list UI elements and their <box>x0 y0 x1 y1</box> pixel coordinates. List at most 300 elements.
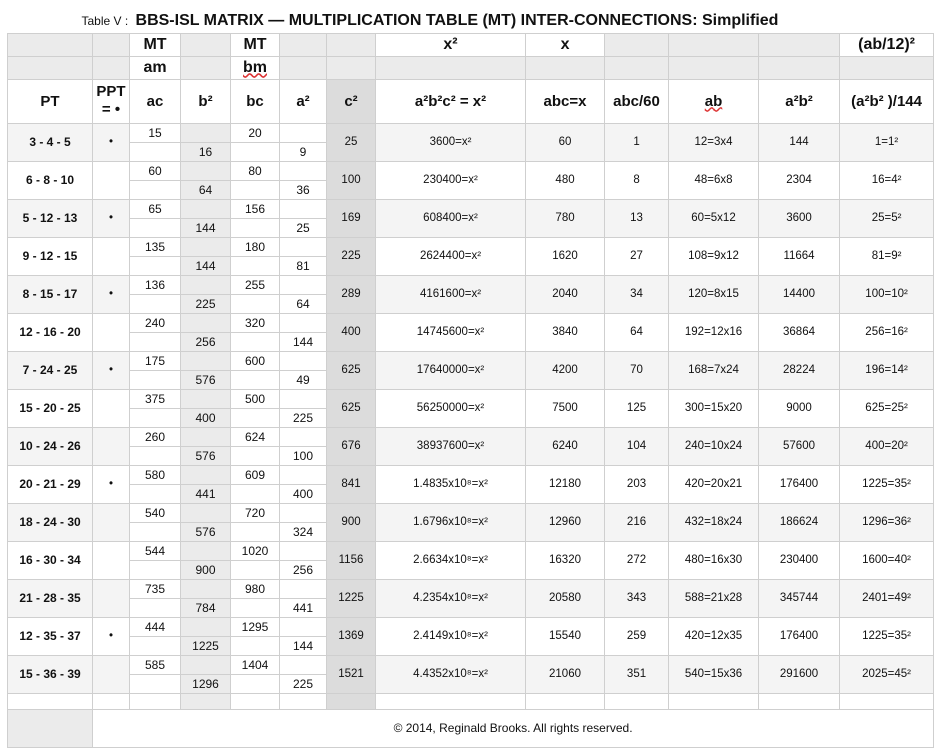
c2-cell: 225 <box>327 237 376 275</box>
pt-cell: 6 - 8 - 10 <box>8 161 93 199</box>
h2-empty <box>8 56 93 79</box>
x2-cell: 1.6796x10⁸=x² <box>376 503 526 541</box>
x2-cell: 14745600=x² <box>376 313 526 351</box>
ppt-cell <box>93 655 130 693</box>
ac-blank <box>130 332 181 351</box>
a2-blank <box>280 199 327 218</box>
pt-cell: 12 - 35 - 37 <box>8 617 93 655</box>
a2b2-cell: 345744 <box>759 579 840 617</box>
b2-blank <box>181 351 231 370</box>
ppt-cell <box>93 503 130 541</box>
ab-cell: 300=15x20 <box>669 389 759 427</box>
c2-cell: 625 <box>327 389 376 427</box>
a2-cell: 225 <box>280 674 327 693</box>
table-title: BBS-ISL MATRIX — MULTIPLICATION TABLE (MT) INTER-CONNECTIONS: Simplified <box>135 12 779 30</box>
ab-cell: 432=18x24 <box>669 503 759 541</box>
bc-blank <box>231 408 280 427</box>
table-row <box>8 275 934 294</box>
a2b2-cell: 36864 <box>759 313 840 351</box>
ab-cell: 12=3x4 <box>669 123 759 161</box>
b2-blank <box>181 427 231 446</box>
x2-cell: 17640000=x² <box>376 351 526 389</box>
b2-blank <box>181 275 231 294</box>
bc-cell: 720 <box>231 503 280 522</box>
ratio144-cell: 400=20² <box>840 427 934 465</box>
ppt-cell <box>93 427 130 465</box>
h1-empty <box>759 33 840 56</box>
c2-cell: 1225 <box>327 579 376 617</box>
abc60-cell: 13 <box>605 199 669 237</box>
a2-cell: 49 <box>280 370 327 389</box>
b2-cell: 144 <box>181 218 231 237</box>
h1-empty <box>181 33 231 56</box>
a2-blank <box>280 351 327 370</box>
x2-cell: 2.6634x10⁸=x² <box>376 541 526 579</box>
abc60-cell: 64 <box>605 313 669 351</box>
footer-left-cell <box>8 709 93 747</box>
table-row <box>8 465 934 484</box>
abc60-cell: 125 <box>605 389 669 427</box>
bc-cell: 624 <box>231 427 280 446</box>
bc-cell: 1020 <box>231 541 280 560</box>
a2-cell: 9 <box>280 142 327 161</box>
pt-cell: 15 - 36 - 39 <box>8 655 93 693</box>
b2-blank <box>181 123 231 142</box>
a2-cell: 144 <box>280 636 327 655</box>
c2-cell: 625 <box>327 351 376 389</box>
b2-blank <box>181 655 231 674</box>
ppt-cell <box>93 579 130 617</box>
ppt-cell: • <box>93 123 130 161</box>
bc-blank <box>231 522 280 541</box>
a2-blank <box>280 389 327 408</box>
ac-blank <box>130 294 181 313</box>
a2b2-cell: 186624 <box>759 503 840 541</box>
a2-cell: 144 <box>280 332 327 351</box>
ratio144-cell: 625=25² <box>840 389 934 427</box>
a2-blank <box>280 541 327 560</box>
c2-cell: 289 <box>327 275 376 313</box>
a2b2-cell: 28224 <box>759 351 840 389</box>
x2-cell: 4.4352x10⁸=x² <box>376 655 526 693</box>
table-row <box>8 503 934 522</box>
a2-cell: 25 <box>280 218 327 237</box>
col-header-a2b2: a²b² <box>759 79 840 123</box>
ratio144-cell: 2025=45² <box>840 655 934 693</box>
b2-cell: 144 <box>181 256 231 275</box>
a2-blank <box>280 503 327 522</box>
x2-cell: 1.4835x10⁸=x² <box>376 465 526 503</box>
a2b2-cell: 291600 <box>759 655 840 693</box>
bc-cell: 980 <box>231 579 280 598</box>
c2-cell: 1156 <box>327 541 376 579</box>
spacer-cell <box>327 693 376 709</box>
col-header-abc: abc=x <box>526 79 605 123</box>
a2-blank <box>280 579 327 598</box>
abc-cell: 1620 <box>526 237 605 275</box>
col-header-ab: ab <box>669 79 759 123</box>
a2b2-cell: 2304 <box>759 161 840 199</box>
title-row <box>8 10 934 33</box>
abc60-cell: 27 <box>605 237 669 275</box>
h2-empty <box>93 56 130 79</box>
ac-cell: 544 <box>130 541 181 560</box>
bc-cell: 320 <box>231 313 280 332</box>
bc-blank <box>231 674 280 693</box>
a2b2-cell: 9000 <box>759 389 840 427</box>
x2-cell: 3600=x² <box>376 123 526 161</box>
bc-blank <box>231 484 280 503</box>
ppt-cell <box>93 237 130 275</box>
header-row-2 <box>8 56 934 79</box>
ab-cell: 120=8x15 <box>669 275 759 313</box>
ratio144-cell: 1225=35² <box>840 617 934 655</box>
ppt-cell <box>93 313 130 351</box>
b2-blank <box>181 389 231 408</box>
a2b2-cell: 176400 <box>759 465 840 503</box>
a2-cell: 400 <box>280 484 327 503</box>
b2-cell: 1225 <box>181 636 231 655</box>
a2b2-cell: 11664 <box>759 237 840 275</box>
ac-cell: 444 <box>130 617 181 636</box>
table-label: Table V : <box>81 14 129 29</box>
col-header-a2: a² <box>280 79 327 123</box>
h2-empty <box>327 56 376 79</box>
abc-cell: 15540 <box>526 617 605 655</box>
ppt-cell <box>93 161 130 199</box>
h1-empty <box>280 33 327 56</box>
bc-cell: 1295 <box>231 617 280 636</box>
column-header-row <box>8 79 934 123</box>
b2-cell: 784 <box>181 598 231 617</box>
ab-cell: 108=9x12 <box>669 237 759 275</box>
c2-cell: 1521 <box>327 655 376 693</box>
ac-cell: 240 <box>130 313 181 332</box>
ab-cell: 480=16x30 <box>669 541 759 579</box>
abc-cell: 20580 <box>526 579 605 617</box>
pt-cell: 12 - 16 - 20 <box>8 313 93 351</box>
ratio144-cell: 16=4² <box>840 161 934 199</box>
am-header: am <box>130 56 181 79</box>
ac-cell: 580 <box>130 465 181 484</box>
ppt-cell: • <box>93 199 130 237</box>
h2-empty <box>605 56 669 79</box>
b2-cell: 576 <box>181 370 231 389</box>
spacer-cell <box>93 693 130 709</box>
ab-cell: 240=10x24 <box>669 427 759 465</box>
a2-blank <box>280 313 327 332</box>
a2b2-cell: 230400 <box>759 541 840 579</box>
bc-cell: 609 <box>231 465 280 484</box>
b2-cell: 256 <box>181 332 231 351</box>
abc60-cell: 343 <box>605 579 669 617</box>
ac-blank <box>130 218 181 237</box>
b2-blank <box>181 237 231 256</box>
b2-blank <box>181 617 231 636</box>
abc60-cell: 70 <box>605 351 669 389</box>
ab-cell: 168=7x24 <box>669 351 759 389</box>
pt-cell: 3 - 4 - 5 <box>8 123 93 161</box>
a2-blank <box>280 655 327 674</box>
h1-empty <box>327 33 376 56</box>
ac-blank <box>130 180 181 199</box>
mt-a-header: MT <box>130 33 181 56</box>
table-row <box>8 237 934 256</box>
x2-cell: 230400=x² <box>376 161 526 199</box>
col-header-bc: bc <box>231 79 280 123</box>
pt-cell: 15 - 20 - 25 <box>8 389 93 427</box>
matrix-table <box>7 10 934 748</box>
b2-cell: 900 <box>181 560 231 579</box>
abc-cell: 60 <box>526 123 605 161</box>
bc-blank <box>231 370 280 389</box>
abc-cell: 21060 <box>526 655 605 693</box>
ac-blank <box>130 522 181 541</box>
abc-cell: 780 <box>526 199 605 237</box>
c2-cell: 25 <box>327 123 376 161</box>
ac-blank <box>130 598 181 617</box>
ac-blank <box>130 484 181 503</box>
bc-blank <box>231 256 280 275</box>
c2-cell: 676 <box>327 427 376 465</box>
h1-empty <box>669 33 759 56</box>
a2-blank <box>280 617 327 636</box>
a2b2-cell: 14400 <box>759 275 840 313</box>
a2-cell: 36 <box>280 180 327 199</box>
abc60-cell: 1 <box>605 123 669 161</box>
abc-cell: 3840 <box>526 313 605 351</box>
ratio144-cell: 1225=35² <box>840 465 934 503</box>
c2-cell: 841 <box>327 465 376 503</box>
spacer-cell <box>181 693 231 709</box>
x-header: x <box>526 33 605 56</box>
abc-cell: 7500 <box>526 389 605 427</box>
ratio144-cell: 1=1² <box>840 123 934 161</box>
abc-cell: 6240 <box>526 427 605 465</box>
table-row <box>8 161 934 180</box>
spacer-cell <box>526 693 605 709</box>
x2-cell: 4161600=x² <box>376 275 526 313</box>
ab12-header: (ab/12)² <box>840 33 934 56</box>
col-header-b2: b² <box>181 79 231 123</box>
a2b2-cell: 3600 <box>759 199 840 237</box>
ac-cell: 375 <box>130 389 181 408</box>
b2-cell: 400 <box>181 408 231 427</box>
abc60-cell: 8 <box>605 161 669 199</box>
b2-blank <box>181 541 231 560</box>
a2-cell: 81 <box>280 256 327 275</box>
abc-cell: 480 <box>526 161 605 199</box>
abc-cell: 12960 <box>526 503 605 541</box>
ratio144-cell: 25=5² <box>840 199 934 237</box>
col-header-144: (a²b² )/144 <box>840 79 934 123</box>
ac-blank <box>130 560 181 579</box>
spacer-cell <box>605 693 669 709</box>
h2-empty <box>840 56 934 79</box>
a2-blank <box>280 123 327 142</box>
pt-cell: 8 - 15 - 17 <box>8 275 93 313</box>
c2-cell: 1369 <box>327 617 376 655</box>
ab-cell: 540=15x36 <box>669 655 759 693</box>
ppt-cell <box>93 389 130 427</box>
bc-cell: 600 <box>231 351 280 370</box>
bc-cell: 80 <box>231 161 280 180</box>
ppt-cell: • <box>93 351 130 389</box>
pt-cell: 9 - 12 - 15 <box>8 237 93 275</box>
ppt-cell: • <box>93 617 130 655</box>
b2-cell: 225 <box>181 294 231 313</box>
h1-empty <box>605 33 669 56</box>
a2-cell: 225 <box>280 408 327 427</box>
h2-empty <box>181 56 231 79</box>
abc60-cell: 351 <box>605 655 669 693</box>
pt-cell: 5 - 12 - 13 <box>8 199 93 237</box>
ppt-cell: • <box>93 465 130 503</box>
table-row <box>8 351 934 370</box>
x2-cell: 4.2354x10⁸=x² <box>376 579 526 617</box>
ab-cell: 420=12x35 <box>669 617 759 655</box>
b2-cell: 64 <box>181 180 231 199</box>
col-header-x2: a²b²c² = x² <box>376 79 526 123</box>
col-header-c2: c² <box>327 79 376 123</box>
bc-cell: 180 <box>231 237 280 256</box>
b2-blank <box>181 579 231 598</box>
a2-cell: 441 <box>280 598 327 617</box>
bc-blank <box>231 560 280 579</box>
ac-cell: 135 <box>130 237 181 256</box>
b2-cell: 16 <box>181 142 231 161</box>
b2-cell: 1296 <box>181 674 231 693</box>
ab-cell: 420=20x21 <box>669 465 759 503</box>
spacer-cell <box>759 693 840 709</box>
col-header-pt: PT <box>8 79 93 123</box>
table-row <box>8 617 934 636</box>
abc60-cell: 34 <box>605 275 669 313</box>
pt-cell: 20 - 21 - 29 <box>8 465 93 503</box>
bc-blank <box>231 180 280 199</box>
abc60-cell: 203 <box>605 465 669 503</box>
pt-cell: 10 - 24 - 26 <box>8 427 93 465</box>
h1-empty <box>8 33 93 56</box>
spacer-row <box>8 693 934 709</box>
a2-blank <box>280 465 327 484</box>
c2-cell: 400 <box>327 313 376 351</box>
bc-blank <box>231 142 280 161</box>
ratio144-cell: 1296=36² <box>840 503 934 541</box>
bc-blank <box>231 636 280 655</box>
ac-blank <box>130 674 181 693</box>
ac-cell: 15 <box>130 123 181 142</box>
x2-cell: 56250000=x² <box>376 389 526 427</box>
pt-cell: 16 - 30 - 34 <box>8 541 93 579</box>
ppt-cell <box>93 541 130 579</box>
a2-blank <box>280 275 327 294</box>
b2-cell: 576 <box>181 446 231 465</box>
col-header-ac: ac <box>130 79 181 123</box>
a2-blank <box>280 161 327 180</box>
b2-cell: 576 <box>181 522 231 541</box>
spacer-cell <box>669 693 759 709</box>
copyright-text: © 2014, Reginald Brooks. All rights reserved. <box>93 709 934 747</box>
x2-cell: 608400=x² <box>376 199 526 237</box>
ac-blank <box>130 256 181 275</box>
ratio144-cell: 1600=40² <box>840 541 934 579</box>
ac-cell: 175 <box>130 351 181 370</box>
ratio144-cell: 2401=49² <box>840 579 934 617</box>
spacer-cell <box>130 693 181 709</box>
table-row <box>8 123 934 142</box>
ac-cell: 735 <box>130 579 181 598</box>
bc-blank <box>231 598 280 617</box>
bc-blank <box>231 446 280 465</box>
abc-cell: 2040 <box>526 275 605 313</box>
x2-header: x² <box>376 33 526 56</box>
h2-empty <box>376 56 526 79</box>
b2-blank <box>181 503 231 522</box>
a2-cell: 64 <box>280 294 327 313</box>
ac-cell: 585 <box>130 655 181 674</box>
abc60-cell: 216 <box>605 503 669 541</box>
ab-cell: 192=12x16 <box>669 313 759 351</box>
bm-header: bm <box>231 56 280 79</box>
header-row-1 <box>8 33 934 56</box>
h2-empty <box>759 56 840 79</box>
b2-cell: 441 <box>181 484 231 503</box>
c2-cell: 100 <box>327 161 376 199</box>
footer-row <box>8 709 934 747</box>
ab-cell: 48=6x8 <box>669 161 759 199</box>
col-header-abc60: abc/60 <box>605 79 669 123</box>
a2-cell: 324 <box>280 522 327 541</box>
ac-blank <box>130 408 181 427</box>
bc-blank <box>231 294 280 313</box>
ac-blank <box>130 370 181 389</box>
h2-empty <box>669 56 759 79</box>
bc-cell: 255 <box>231 275 280 294</box>
table-row <box>8 655 934 674</box>
pt-cell: 7 - 24 - 25 <box>8 351 93 389</box>
abc-cell: 12180 <box>526 465 605 503</box>
ac-cell: 65 <box>130 199 181 218</box>
ac-blank <box>130 446 181 465</box>
ac-cell: 136 <box>130 275 181 294</box>
x2-cell: 38937600=x² <box>376 427 526 465</box>
ratio144-cell: 100=10² <box>840 275 934 313</box>
bc-cell: 156 <box>231 199 280 218</box>
b2-blank <box>181 199 231 218</box>
table-row <box>8 541 934 560</box>
x2-cell: 2.4149x10⁸=x² <box>376 617 526 655</box>
a2-blank <box>280 427 327 446</box>
spacer-cell <box>376 693 526 709</box>
x2-cell: 2624400=x² <box>376 237 526 275</box>
ac-cell: 260 <box>130 427 181 446</box>
ab-cell: 588=21x28 <box>669 579 759 617</box>
a2b2-cell: 57600 <box>759 427 840 465</box>
pt-cell: 21 - 28 - 35 <box>8 579 93 617</box>
matrix-table-container <box>7 10 933 735</box>
abc60-cell: 259 <box>605 617 669 655</box>
a2-blank <box>280 237 327 256</box>
a2-cell: 256 <box>280 560 327 579</box>
b2-blank <box>181 313 231 332</box>
spacer-cell <box>231 693 280 709</box>
abc60-cell: 104 <box>605 427 669 465</box>
h1-empty <box>93 33 130 56</box>
spacer-cell <box>8 693 93 709</box>
spacer-cell <box>280 693 327 709</box>
a2-cell: 100 <box>280 446 327 465</box>
